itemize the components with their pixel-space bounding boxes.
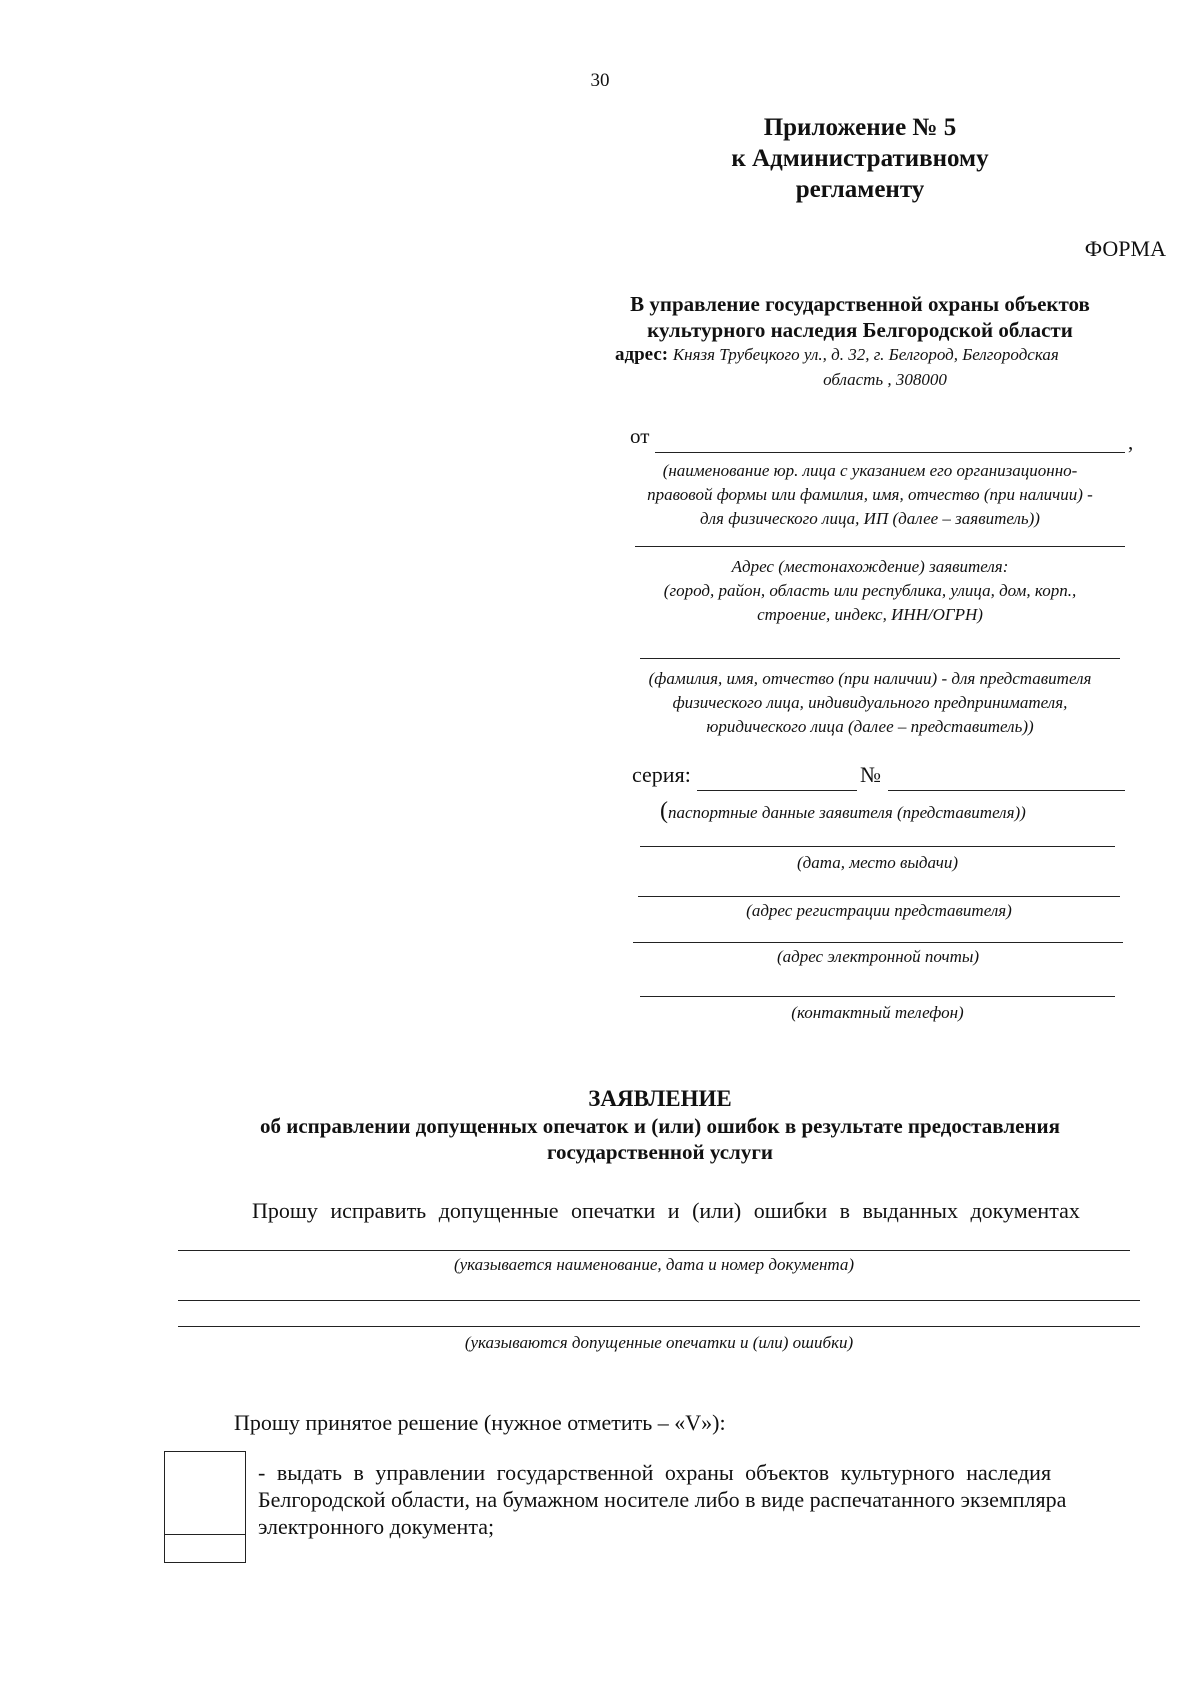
page-number: 30 xyxy=(590,70,610,91)
phone-caption: (контактный телефон) xyxy=(791,1003,964,1022)
from-line[interactable] xyxy=(655,452,1125,453)
email-line[interactable] xyxy=(633,942,1123,943)
request-text: Прошу исправить допущенные опечатки и (или) ошибки в выданных документах xyxy=(252,1198,1080,1223)
rep-caption-1: (фамилия, имя, отчество (при наличии) - для представителя xyxy=(648,669,1092,688)
address-caption-2: (город, район, область или республика, улица, дом, корп., xyxy=(663,581,1077,600)
name-caption-1: (наименование юр. лица с указанием его организационно- xyxy=(662,461,1078,480)
address-label: адрес: xyxy=(615,344,669,365)
name-caption-2: правовой формы или фамилия, имя, отчество (при наличии) - xyxy=(647,485,1093,504)
statement-subtitle-2: государственной услуги xyxy=(547,1140,773,1164)
checkbox-divider xyxy=(165,1534,245,1535)
registration-caption: (адрес регистрации представителя) xyxy=(746,901,1012,920)
registration-line[interactable] xyxy=(638,896,1120,897)
appendix-subtitle-2: регламенту xyxy=(795,176,925,203)
issue-caption: (дата, место выдачи) xyxy=(796,853,959,872)
representative-line[interactable] xyxy=(640,658,1120,659)
passport-caption-text: паспортные данные заявителя (представителя)) xyxy=(668,803,1026,822)
address-caption-3: строение, индекс, ИНН/ОГРН) xyxy=(757,605,983,624)
number-label: № xyxy=(860,762,881,787)
passport-paren: ( xyxy=(660,798,668,824)
errors-line-1[interactable] xyxy=(178,1300,1140,1301)
number-line[interactable] xyxy=(888,790,1125,791)
recipient-address-2: область , 308000 xyxy=(823,370,947,389)
errors-caption: (указываются допущенные опечатки и (или) ошибки) xyxy=(464,1333,854,1352)
address-text: Князя Трубецкого ул., д. 32, г. Белгород, Белгородская xyxy=(672,345,1059,364)
recipient-address xyxy=(615,344,1175,366)
series-line[interactable] xyxy=(697,790,857,791)
address-line[interactable] xyxy=(635,546,1125,547)
option-1-line-1: - выдать в управлении государственной охраны объектов культурного наследия xyxy=(258,1460,1052,1485)
from-label: от xyxy=(630,424,650,448)
option-checkbox[interactable] xyxy=(164,1451,246,1563)
statement-subtitle-1: об исправлении допущенных опечаток и (или) ошибок в результате предоставления xyxy=(260,1114,1060,1138)
recipient-line-2: культурного наследия Белгородской области xyxy=(647,318,1073,342)
name-caption-3: для физического лица, ИП (далее – заявитель)) xyxy=(700,509,1040,528)
appendix-subtitle: к Административному xyxy=(731,145,989,172)
passport-caption xyxy=(660,798,1140,825)
document-caption: (указывается наименование, дата и номер документа) xyxy=(453,1255,855,1274)
decision-text: Прошу принятое решение (нужное отметить – «V»): xyxy=(234,1410,726,1435)
issue-line[interactable] xyxy=(640,846,1115,847)
rep-caption-3: юридического лица (далее – представитель)) xyxy=(706,717,1034,736)
form-label: ФОРМА xyxy=(1084,236,1166,261)
recipient-line-1: В управление государственной охраны объектов xyxy=(630,292,1090,316)
phone-line[interactable] xyxy=(640,996,1115,997)
statement-title: ЗАЯВЛЕНИЕ xyxy=(588,1086,732,1111)
errors-line-2[interactable] xyxy=(178,1326,1140,1327)
from-comma: , xyxy=(1128,430,1134,454)
email-caption: (адрес электронной почты) xyxy=(776,947,980,966)
document-line[interactable] xyxy=(178,1250,1130,1251)
address-caption-1: Адрес (местонахождение) заявителя: xyxy=(731,557,1009,576)
rep-caption-2: физического лица, индивидуального предпринимателя, xyxy=(672,693,1068,712)
option-1-line-2: Белгородской области, на бумажном носителе либо в виде распечатанного экземпляра xyxy=(258,1487,1067,1512)
option-1-line-3: электронного документа; xyxy=(258,1514,495,1539)
appendix-title: Приложение № 5 xyxy=(763,114,957,141)
series-label: серия: xyxy=(632,762,691,787)
